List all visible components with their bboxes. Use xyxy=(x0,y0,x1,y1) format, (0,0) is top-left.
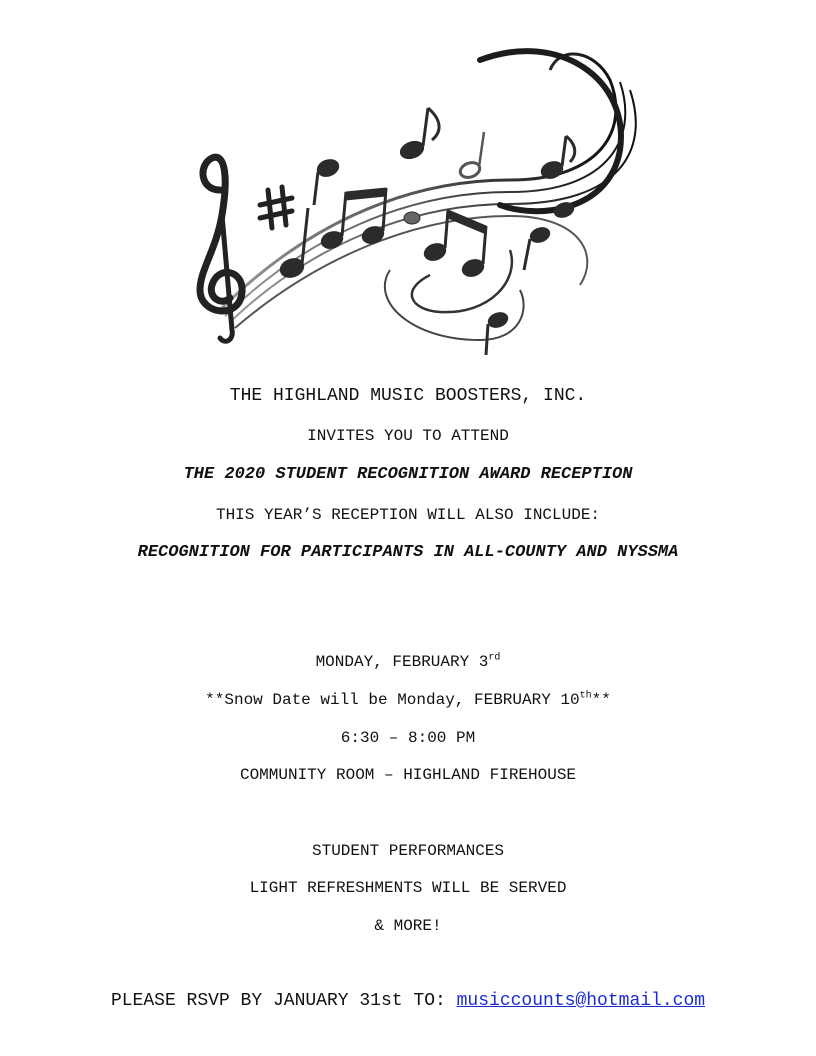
event-date-text: MONDAY, FEBRUARY 3 xyxy=(315,653,489,671)
event-time: 6:30 – 8:00 PM xyxy=(340,729,476,747)
snow-date-suffix: ** xyxy=(591,691,611,709)
rsvp-email-link[interactable]: musiccounts@hotmail.com xyxy=(456,991,706,1011)
recognition-line: RECOGNITION FOR PARTICIPANTS IN ALL-COUNTY AND NYSSMA xyxy=(137,543,679,562)
org-name: THE HIGHLAND MUSIC BOOSTERS, INC. xyxy=(229,386,587,406)
rsvp-label: PLEASE RSVP BY JANUARY 31st TO: xyxy=(110,991,446,1011)
snow-date xyxy=(0,690,816,710)
event-date-suffix: rd xyxy=(488,652,501,664)
performances-line: STUDENT PERFORMANCES xyxy=(311,842,505,860)
include-line: THIS YEAR’S RECEPTION WILL ALSO INCLUDE: xyxy=(215,506,601,524)
sharp-icon xyxy=(260,187,292,228)
treble-clef-icon xyxy=(200,157,242,341)
music-notes-illustration xyxy=(180,40,640,360)
event-date xyxy=(0,652,816,672)
more-line: & MORE! xyxy=(374,917,442,935)
refreshments-line: LIGHT REFRESHMENTS WILL BE SERVED xyxy=(249,879,567,897)
snow-date-prefix: **Snow Date will be Monday, FEBRUARY 10 xyxy=(205,691,580,709)
rsvp-line xyxy=(0,991,816,1011)
event-location: COMMUNITY ROOM – HIGHLAND FIREHOUSE xyxy=(239,766,577,784)
invite-line: INVITES YOU TO ATTEND xyxy=(307,427,509,445)
event-title: THE 2020 STUDENT RECOGNITION AWARD RECEPTION xyxy=(183,465,633,484)
snow-date-suffix-sup: th xyxy=(579,690,592,702)
